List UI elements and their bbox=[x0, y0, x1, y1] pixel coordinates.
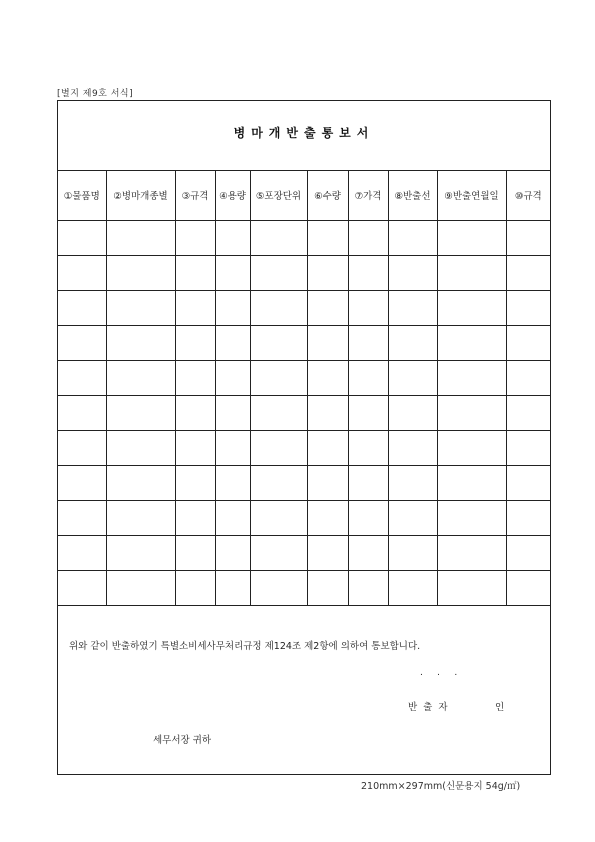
notification-statement: 위와 같이 반출하였기 특별소비세사무처리규정 제124조 제2항에 의하여 통보합니다. bbox=[69, 641, 421, 652]
table-cell bbox=[106, 395, 175, 430]
column-header: ④용량 bbox=[215, 170, 250, 220]
table-cell bbox=[307, 500, 348, 535]
table-cell bbox=[307, 325, 348, 360]
table-cell bbox=[307, 535, 348, 570]
table-cell bbox=[506, 570, 550, 605]
table-cell bbox=[506, 395, 550, 430]
column-header: ②병마개종별 bbox=[106, 170, 175, 220]
table-cell bbox=[437, 220, 506, 255]
table-cell bbox=[437, 255, 506, 290]
table-cell bbox=[106, 290, 175, 325]
table-cell bbox=[215, 465, 250, 500]
table-cell bbox=[175, 360, 215, 395]
table-cell bbox=[388, 535, 437, 570]
table-row bbox=[58, 220, 550, 255]
table-cell bbox=[250, 500, 307, 535]
table-cell bbox=[250, 255, 307, 290]
column-header: ⑧반출선 bbox=[388, 170, 437, 220]
table-cell bbox=[388, 220, 437, 255]
table-cell bbox=[250, 570, 307, 605]
table-cell bbox=[250, 465, 307, 500]
table-cell bbox=[215, 325, 250, 360]
table-cell bbox=[307, 465, 348, 500]
table-cell bbox=[388, 325, 437, 360]
table-row bbox=[58, 430, 550, 465]
column-header: ③규격 bbox=[175, 170, 215, 220]
table-body bbox=[58, 220, 550, 605]
date-line: . . . bbox=[420, 668, 458, 678]
table-cell bbox=[106, 500, 175, 535]
footer-area bbox=[58, 604, 550, 774]
table-cell bbox=[175, 255, 215, 290]
table-cell bbox=[506, 465, 550, 500]
table-cell bbox=[307, 570, 348, 605]
table-cell bbox=[506, 360, 550, 395]
table-cell bbox=[58, 325, 106, 360]
table-cell bbox=[348, 500, 388, 535]
table-cell bbox=[506, 325, 550, 360]
table-cell bbox=[506, 535, 550, 570]
table-cell bbox=[215, 290, 250, 325]
table-cell bbox=[106, 360, 175, 395]
table-row bbox=[58, 325, 550, 360]
table-cell bbox=[58, 290, 106, 325]
table-cell bbox=[348, 220, 388, 255]
table-cell bbox=[215, 220, 250, 255]
table-cell bbox=[175, 220, 215, 255]
table-cell bbox=[437, 325, 506, 360]
table-cell bbox=[250, 360, 307, 395]
table-row bbox=[58, 465, 550, 500]
table-cell bbox=[348, 395, 388, 430]
table-cell bbox=[58, 500, 106, 535]
table-cell bbox=[58, 255, 106, 290]
table-cell bbox=[106, 430, 175, 465]
table-cell bbox=[250, 325, 307, 360]
table-cell bbox=[388, 430, 437, 465]
table-cell bbox=[215, 570, 250, 605]
form-title: 병마개반출통보서 bbox=[233, 126, 375, 140]
table-cell bbox=[348, 255, 388, 290]
table-cell bbox=[106, 325, 175, 360]
table-cell bbox=[388, 360, 437, 395]
table-cell bbox=[307, 290, 348, 325]
table-cell bbox=[506, 290, 550, 325]
table-cell bbox=[250, 430, 307, 465]
table-cell bbox=[215, 535, 250, 570]
table-cell bbox=[175, 535, 215, 570]
sender-label: 반출자 bbox=[408, 702, 454, 713]
table-cell bbox=[175, 430, 215, 465]
table-cell bbox=[106, 570, 175, 605]
table-cell bbox=[348, 465, 388, 500]
table-cell bbox=[437, 290, 506, 325]
table-cell bbox=[506, 255, 550, 290]
table-cell bbox=[348, 290, 388, 325]
table-cell bbox=[106, 220, 175, 255]
table-cell bbox=[437, 535, 506, 570]
table-cell bbox=[388, 290, 437, 325]
table-cell bbox=[307, 430, 348, 465]
table-row bbox=[58, 535, 550, 570]
table-cell bbox=[437, 570, 506, 605]
table-cell bbox=[58, 220, 106, 255]
table-cell bbox=[348, 570, 388, 605]
table-cell bbox=[388, 570, 437, 605]
table-cell bbox=[250, 290, 307, 325]
table-cell bbox=[215, 430, 250, 465]
table-row bbox=[58, 255, 550, 290]
table-cell bbox=[307, 255, 348, 290]
table-cell bbox=[506, 430, 550, 465]
table-header-row bbox=[58, 170, 550, 220]
column-header: ⑨반출연월일 bbox=[437, 170, 506, 220]
table-row bbox=[58, 570, 550, 605]
column-header: ⑤포장단위 bbox=[250, 170, 307, 220]
table-cell bbox=[58, 465, 106, 500]
table-cell bbox=[175, 325, 215, 360]
table-cell bbox=[388, 255, 437, 290]
table-cell bbox=[215, 395, 250, 430]
recipient-line: 세무서장 귀하 bbox=[153, 735, 212, 746]
table-cell bbox=[215, 255, 250, 290]
table-cell bbox=[250, 535, 307, 570]
table-cell bbox=[348, 430, 388, 465]
column-header: ⑥수량 bbox=[307, 170, 348, 220]
table-cell bbox=[437, 465, 506, 500]
table-cell bbox=[506, 220, 550, 255]
table-cell bbox=[175, 570, 215, 605]
table-cell bbox=[307, 360, 348, 395]
table-cell bbox=[437, 430, 506, 465]
paper-spec-note: 210mm×297mm(신문용지 54g/㎡) bbox=[361, 781, 521, 792]
table-cell bbox=[175, 500, 215, 535]
table-cell bbox=[437, 360, 506, 395]
table-cell bbox=[58, 360, 106, 395]
table-cell bbox=[58, 430, 106, 465]
column-header: ①물품명 bbox=[58, 170, 106, 220]
form-number-label: [별지 제9호 서식] bbox=[57, 89, 134, 99]
table-cell bbox=[106, 535, 175, 570]
report-form-frame bbox=[57, 100, 551, 775]
table-cell bbox=[437, 395, 506, 430]
table-cell bbox=[175, 290, 215, 325]
table-cell bbox=[307, 220, 348, 255]
table-cell bbox=[348, 535, 388, 570]
table-cell bbox=[215, 360, 250, 395]
table-cell bbox=[106, 255, 175, 290]
table-cell bbox=[307, 395, 348, 430]
table-row bbox=[58, 360, 550, 395]
table-cell bbox=[388, 500, 437, 535]
table-cell bbox=[250, 220, 307, 255]
table-cell bbox=[388, 465, 437, 500]
column-header: ⑦가격 bbox=[348, 170, 388, 220]
table-cell bbox=[348, 325, 388, 360]
items-table bbox=[58, 170, 550, 606]
table-cell bbox=[250, 395, 307, 430]
column-header: ⑩규격 bbox=[506, 170, 550, 220]
table-row bbox=[58, 395, 550, 430]
title-area bbox=[58, 101, 550, 171]
table-cell bbox=[388, 395, 437, 430]
seal-label: 인 bbox=[495, 702, 505, 713]
table-cell bbox=[437, 500, 506, 535]
table-row bbox=[58, 290, 550, 325]
table-cell bbox=[215, 500, 250, 535]
table-cell bbox=[506, 500, 550, 535]
table-cell bbox=[175, 465, 215, 500]
table-cell bbox=[106, 465, 175, 500]
table-row bbox=[58, 500, 550, 535]
table-cell bbox=[58, 535, 106, 570]
table-cell bbox=[58, 395, 106, 430]
table-cell bbox=[58, 570, 106, 605]
table-cell bbox=[175, 395, 215, 430]
table-cell bbox=[348, 360, 388, 395]
